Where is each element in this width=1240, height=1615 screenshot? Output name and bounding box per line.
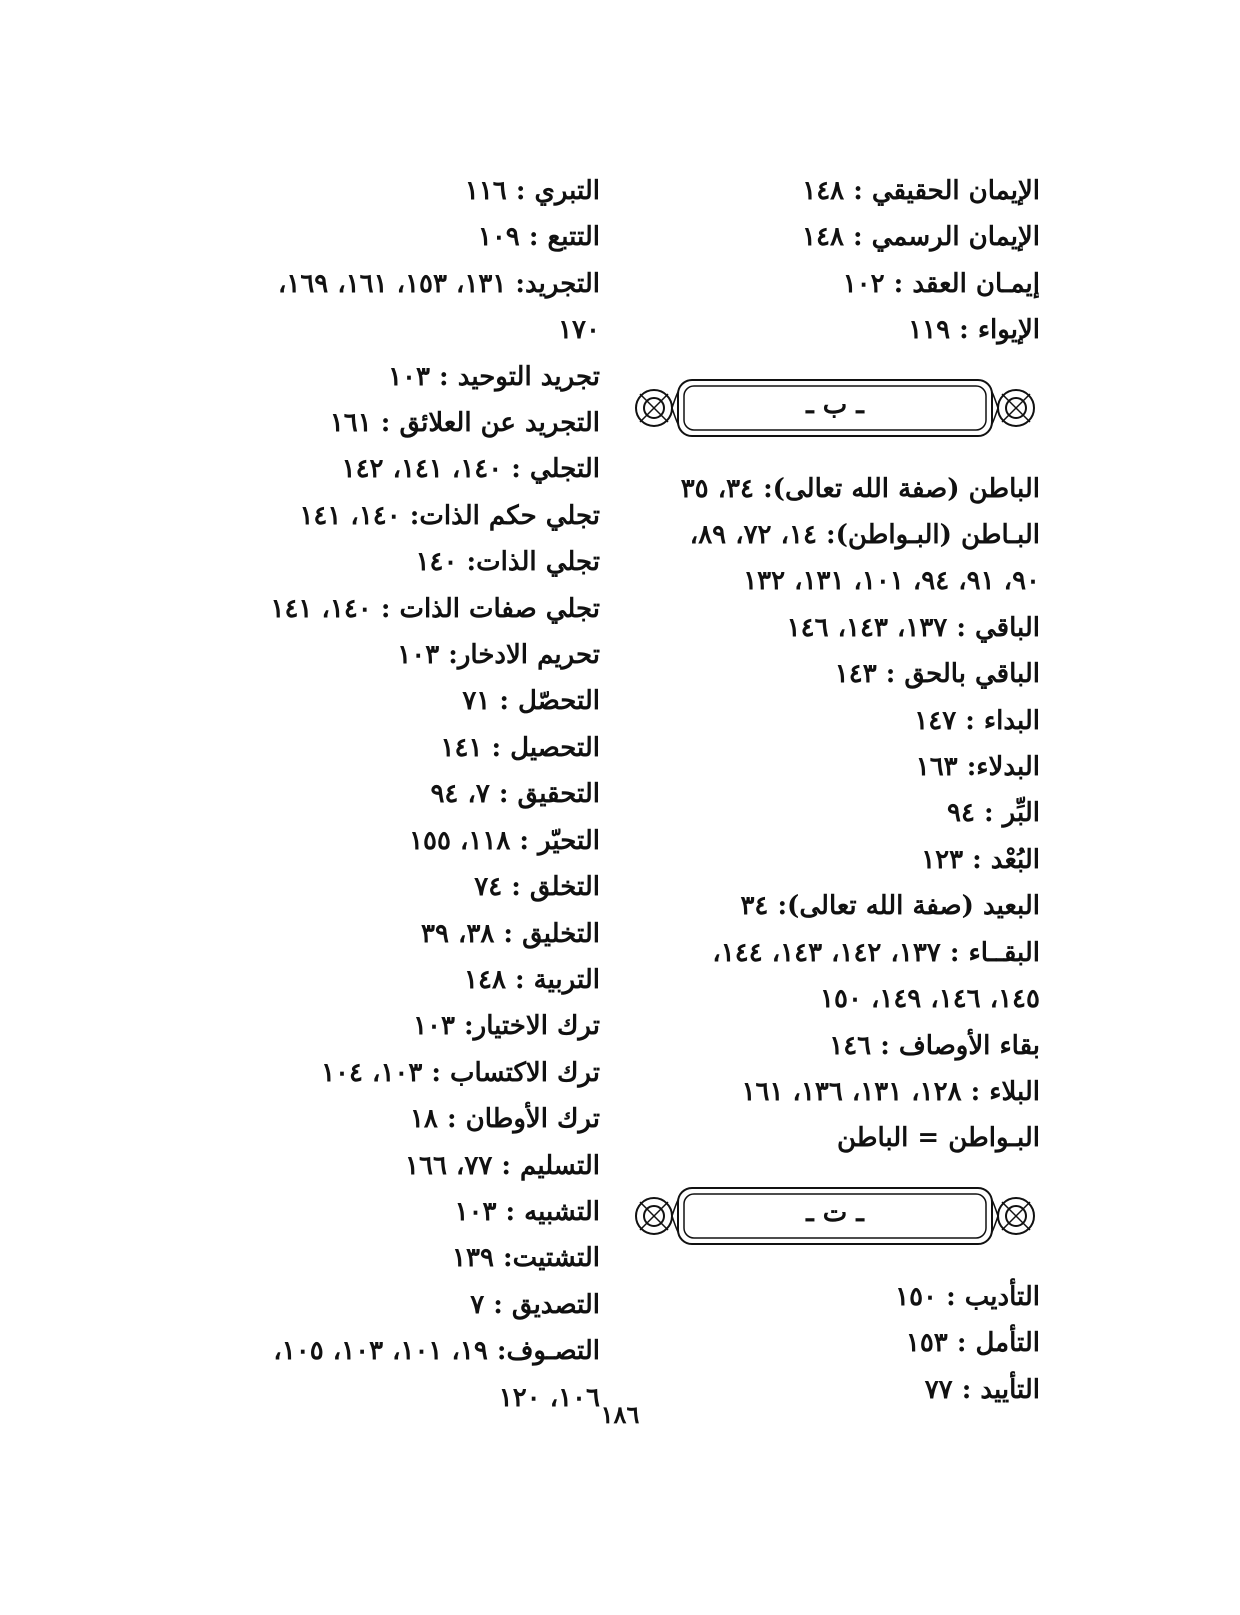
index-entry: التجريد: ١٣١، ١٥٣، ١٦١، ١٦٩، bbox=[277, 268, 600, 299]
index-entry-continuation: ١٤٥، ١٤٦، ١٤٩، ١٥٠ bbox=[820, 984, 1040, 1015]
index-entry: ترك الاكتساب : ١٠٣، ١٠٤ bbox=[321, 1057, 600, 1088]
index-entry: تجلي الذات: ١٤٠ bbox=[415, 547, 600, 578]
entry-group-ba bbox=[620, 466, 1040, 1162]
index-entry: التحقيق : ٧، ٩٤ bbox=[430, 779, 600, 810]
index-entry: التربية : ١٤٨ bbox=[464, 964, 600, 995]
index-entry: البعيد (صفة الله تعالى): ٣٤ bbox=[740, 891, 1040, 922]
index-entry: التأديب : ١٥٠ bbox=[895, 1281, 1040, 1312]
index-entry: الباقي بالحق : ١٤٣ bbox=[834, 659, 1040, 690]
index-entry-continuation: ١٠٦، ١٢٠ bbox=[498, 1382, 600, 1413]
index-entry: التصديق : ٧ bbox=[470, 1289, 600, 1320]
entry-group-ta bbox=[620, 1274, 1040, 1413]
index-entry: البلاء : ١٢٨، ١٣١، ١٣٦، ١٦١ bbox=[741, 1076, 1040, 1107]
index-entry: الباقي : ١٣٧، ١٤٣، ١٤٦ bbox=[786, 612, 1040, 643]
index-entry: ترك الاختيار: ١٠٣ bbox=[413, 1011, 600, 1042]
index-entry-continuation: ٩٠، ٩١، ٩٤، ١٠١، ١٣١، ١٣٢ bbox=[743, 566, 1040, 597]
page-number: ١٨٦ bbox=[600, 1400, 640, 1429]
index-entry: البداء : ١٤٧ bbox=[914, 705, 1040, 736]
index-entry: البدلاء: ١٦٣ bbox=[915, 752, 1040, 783]
index-entry: التخليق : ٣٨، ٣٩ bbox=[421, 918, 600, 949]
entry-group-alif bbox=[620, 168, 1040, 354]
index-entry: التجلي : ١٤٠، ١٤١، ١٤٢ bbox=[341, 454, 600, 485]
index-entry: الإيمان الحقيقي : ١٤٨ bbox=[802, 176, 1040, 206]
index-entry: التحيّر : ١١٨، ١٥٥ bbox=[409, 825, 600, 856]
index-entry: تجريد التوحيد : ١٠٣ bbox=[388, 361, 600, 392]
index-entry: بقاء الأوصاف : ١٤٦ bbox=[829, 1030, 1040, 1061]
index-entry: التصـوف: ١٩، ١٠١، ١٠٣، ١٠٥، bbox=[273, 1336, 600, 1367]
section-heading-ba: ـ ب ـ bbox=[806, 389, 864, 420]
index-entry: التخلق : ٧٤ bbox=[474, 872, 600, 903]
index-entry: تحريم الادخار: ١٠٣ bbox=[397, 640, 600, 671]
index-entry: البِّر : ٩٤ bbox=[947, 798, 1040, 829]
index-entry-continuation: ١٧٠ bbox=[558, 315, 600, 346]
index-entry: إيمـان العقد : ١٠٢ bbox=[842, 268, 1040, 299]
index-entry: تجلي صفات الذات : ١٤٠، ١٤١ bbox=[270, 593, 600, 624]
index-entry: الإيواء : ١١٩ bbox=[908, 315, 1040, 346]
index-entry: التشتيت: ١٣٩ bbox=[452, 1243, 600, 1274]
index-entry: البُعْد : ١٢٣ bbox=[921, 844, 1040, 875]
index-entry: تجلي حكم الذات: ١٤٠، ١٤١ bbox=[299, 500, 600, 531]
index-entry: التحصّل : ٧١ bbox=[462, 686, 600, 717]
index-entry: التأييد : ٧٧ bbox=[924, 1374, 1040, 1405]
index-entry: التجريد عن العلائق : ١٦١ bbox=[329, 408, 600, 439]
index-entry: التأمل : ١٥٣ bbox=[905, 1328, 1040, 1359]
index-entry: البـاطن (البـواطن): ١٤، ٧٢، ٨٩، bbox=[689, 520, 1040, 551]
section-heading-ta: ـ ت ـ bbox=[806, 1197, 864, 1228]
section-divider-ta bbox=[630, 1180, 1040, 1252]
index-entry: البقــاء : ١٣٧، ١٤٢، ١٤٣، ١٤٤، bbox=[712, 937, 1040, 968]
index-column-left bbox=[170, 168, 600, 1421]
index-entry: التتبع : ١٠٩ bbox=[477, 222, 600, 253]
index-entry: التحصيل : ١٤١ bbox=[440, 732, 600, 763]
index-entry: الإيمان الرسمي : ١٤٨ bbox=[802, 222, 1040, 253]
index-entry: البـواطن = الباطن bbox=[836, 1123, 1040, 1154]
section-divider-ba bbox=[630, 372, 1040, 444]
index-entry: الباطن (صفة الله تعالى): ٣٤، ٣٥ bbox=[680, 473, 1040, 504]
index-entry: ترك الأوطان : ١٨ bbox=[409, 1104, 600, 1135]
index-column-right bbox=[620, 168, 1040, 1413]
index-entry: التبري : ١١٦ bbox=[464, 176, 600, 206]
index-entry: التسليم : ٧٧، ١٦٦ bbox=[405, 1150, 600, 1181]
index-entry: التشبيه : ١٠٣ bbox=[454, 1196, 600, 1227]
